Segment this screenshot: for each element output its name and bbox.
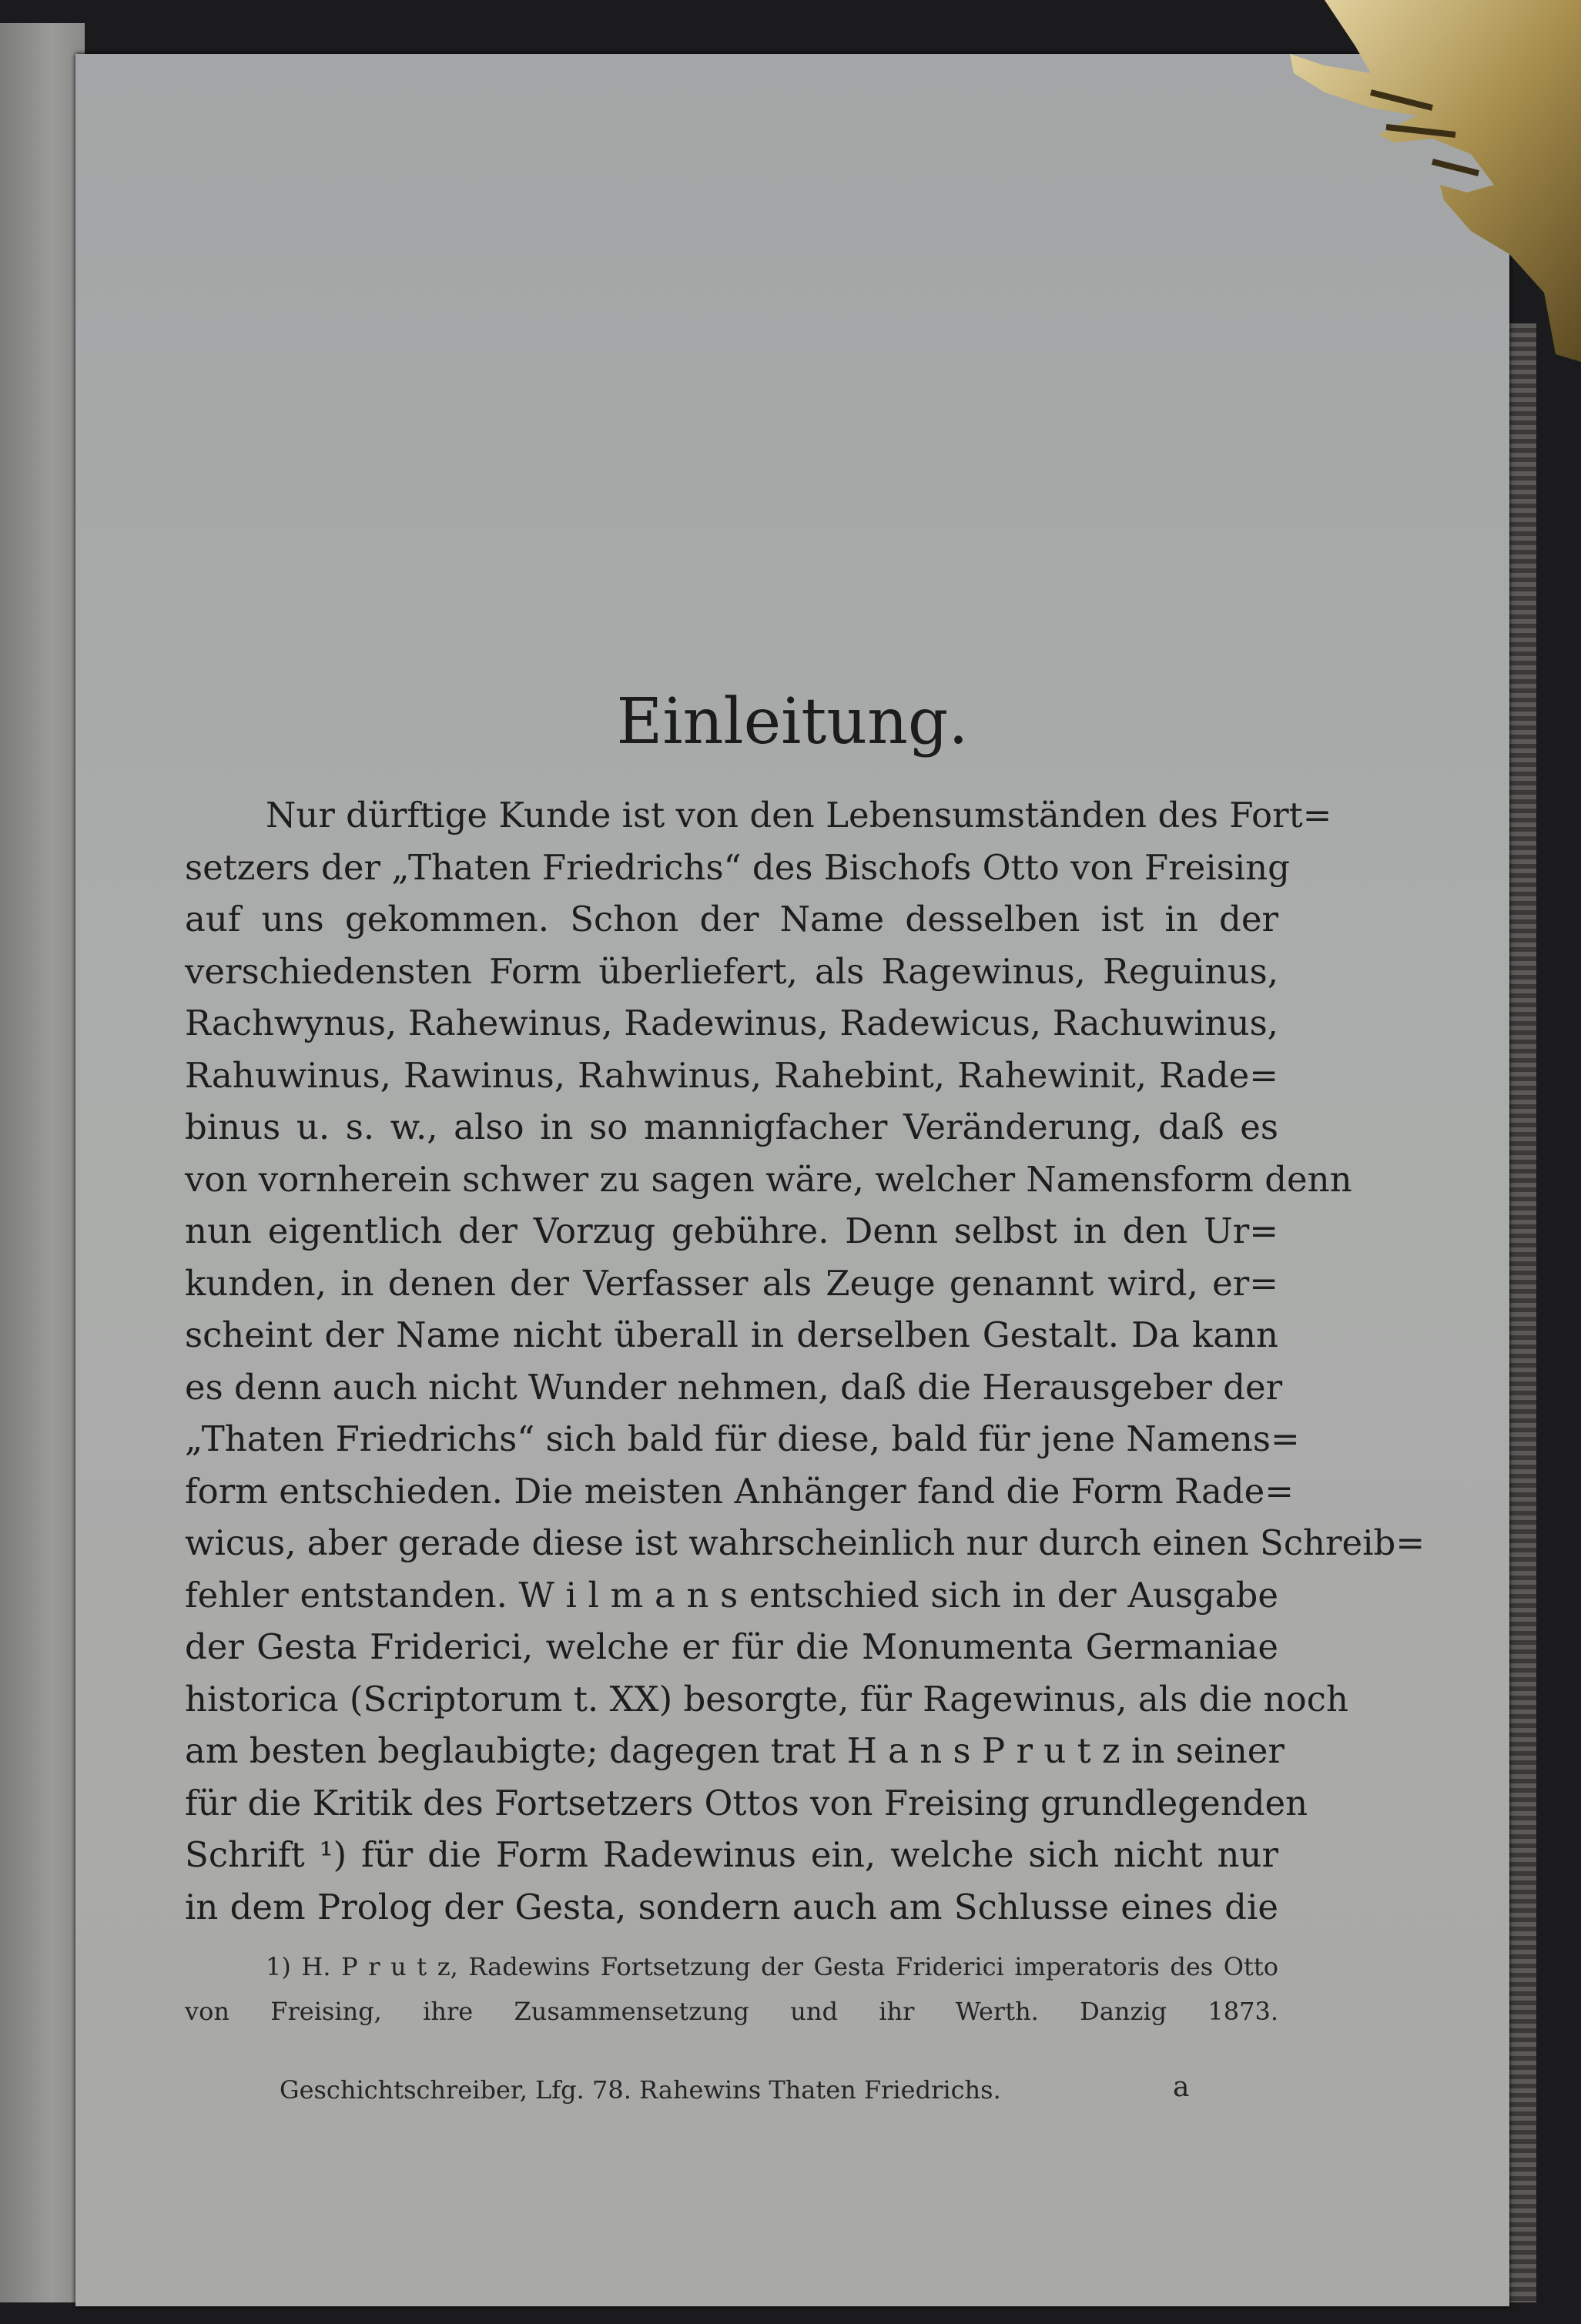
text-line: am besten beglaubigte; dagegen trat H a n s P r u t z in seiner — [185, 1730, 1285, 1771]
footnote-line: 1) H. P r u t z, Radewins Fortsetzung der Gesta Friderici imperatoris des Otto — [266, 1952, 1278, 1981]
text-line: auf uns gekommen. Schon der Name desselben ist in der — [185, 899, 1278, 939]
brass-hand-page-holder-icon — [1278, 0, 1581, 362]
footnote — [185, 1944, 1278, 2034]
text-line: nun eigentlich der Vorzug gebühre. Denn selbst in den Ur= — [185, 1211, 1278, 1251]
text-line: verschiedensten Form überliefert, als Ragewinus, Reguinus, — [185, 950, 1278, 992]
text-line: historica (Scriptorum t. XX) besorgte, für Ragewinus, als die noch — [185, 1678, 1348, 1720]
text-line: fehler entstanden. W i l m a n s entschied sich in der Ausgabe — [185, 1574, 1278, 1616]
body-text — [185, 789, 1425, 1933]
chapter-title: Einleitung. — [616, 685, 969, 758]
left-page-edge — [0, 23, 85, 2302]
text-line: Nur dürftige Kunde ist von den Lebensumständen des Fort= — [266, 795, 1332, 836]
text-line: binus u. s. w., also in so mannigfacher Veränderung, daß es — [185, 1107, 1278, 1147]
signature-line: Geschichtschreiber, Lfg. 78. Rahewins Thaten Friedrichs. — [280, 2075, 1001, 2105]
text-line: es denn auch nicht Wunder nehmen, daß die Herausgeber der — [185, 1366, 1283, 1408]
text-line: setzers der „Thaten Friedrichs“ des Bischofs Otto von Freising — [185, 846, 1290, 888]
text-line: in dem Prolog der Gesta, sondern auch am Schlusse eines die — [185, 1886, 1278, 1927]
text-line: der Gesta Friderici, welche er für die Monumenta Germaniae — [185, 1626, 1278, 1667]
text-line: von vornherein schwer zu sagen wäre, welcher Namensform denn — [185, 1158, 1352, 1200]
text-line: Schrift ¹) für die Form Radewinus ein, welche sich nicht nur — [185, 1834, 1278, 1875]
text-line: Rachwynus, Rahewinus, Radewinus, Radewicus, Rachuwinus, — [185, 1003, 1278, 1043]
book-page — [75, 54, 1509, 2306]
text-line: Rahuwinus, Rawinus, Rahwinus, Rahebint, Rahewinit, Rade= — [185, 1054, 1278, 1096]
text-line: für die Kritik des Fortsetzers Ottos von Freising grundlegenden — [185, 1782, 1308, 1823]
text-line: kunden, in denen der Verfasser als Zeuge genannt wird, er= — [185, 1262, 1278, 1304]
text-line: scheint der Name nicht überall in derselben Gestalt. Da kann — [185, 1314, 1278, 1355]
text-line: form entschieden. Die meisten Anhänger fand die Form Rade= — [185, 1470, 1294, 1512]
text-line: wicus, aber gerade diese ist wahrscheinlich nur durch einen Schreib= — [185, 1522, 1425, 1563]
footnote-line: von Freising, ihre Zusammensetzung und ihr Werth. Danzig 1873. — [185, 1997, 1278, 2026]
text-line: „Thaten Friedrichs“ sich bald für diese, bald für jene Namens= — [185, 1418, 1300, 1459]
signature-mark: a — [1173, 2071, 1190, 2103]
book-cover-edge — [1506, 323, 1536, 2302]
